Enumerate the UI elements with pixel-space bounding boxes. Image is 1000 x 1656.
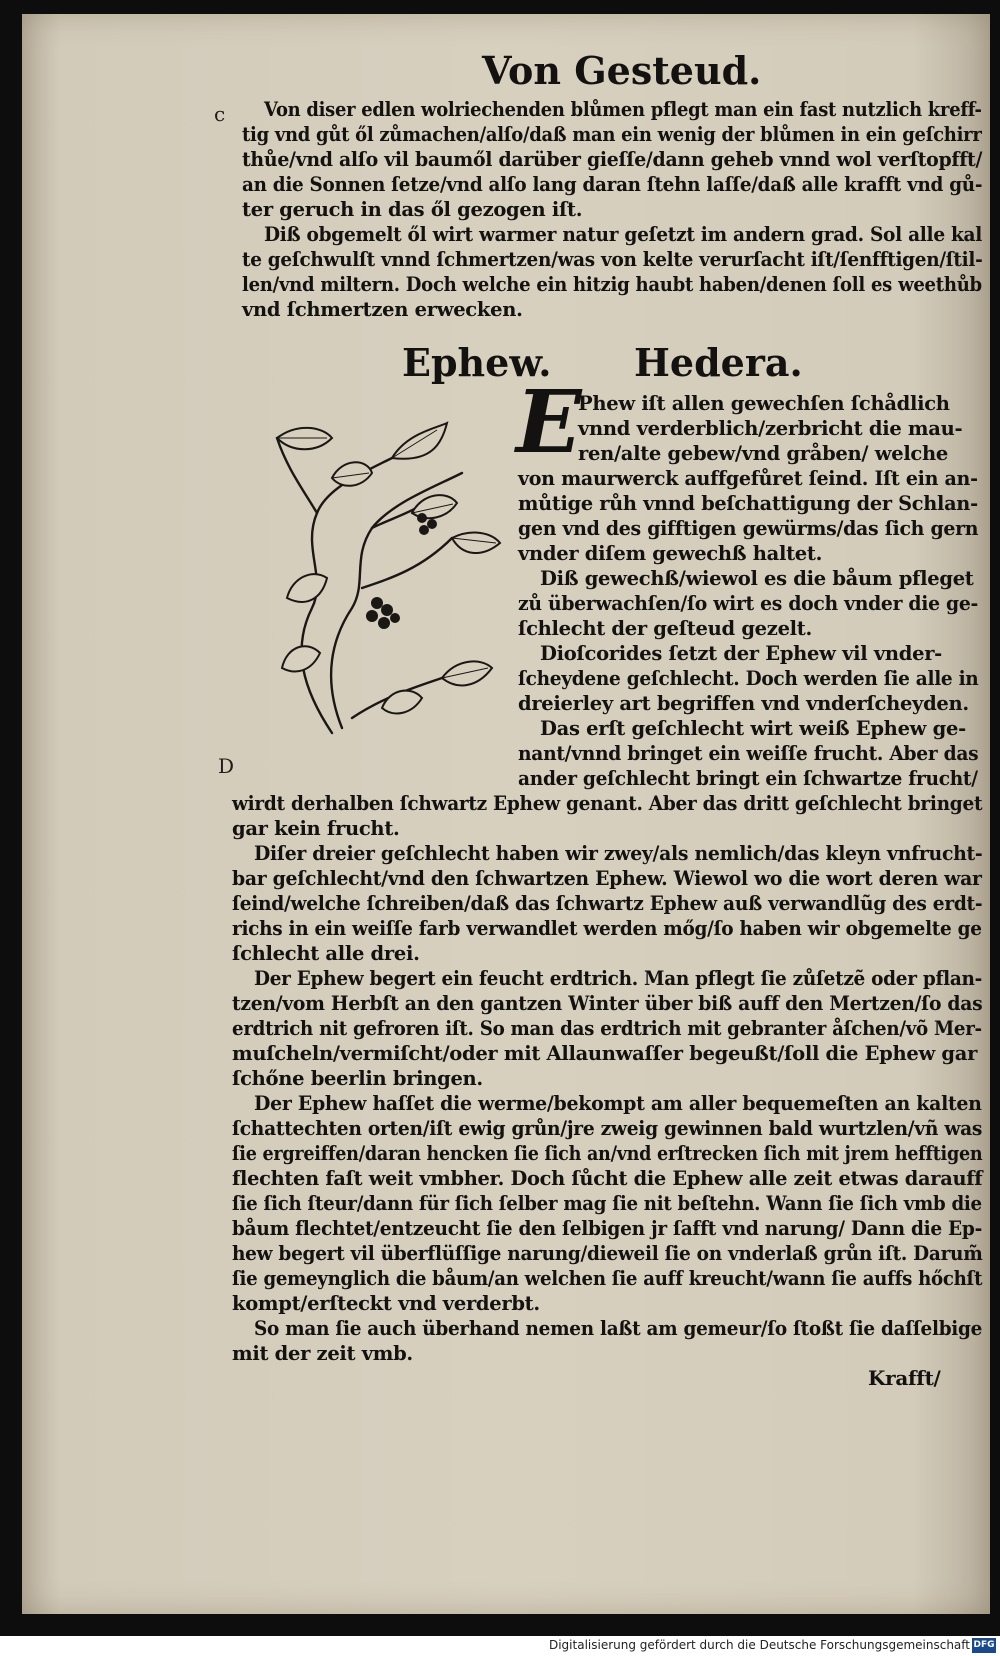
text-line: ſcheydene geſchlecht. Doch werden ſie alle in [518,667,979,690]
text-line: von maurwerck auffgefůret ſeind. Iſt ein an- [518,467,978,490]
text-line: an die Sonnen ſetze/vnd alſo lang daran ſtehn laſſe/daß alle krafft vnd gů- [242,173,983,196]
text-line: dreierley art begriffen vnd vnderſcheyden. [518,692,969,715]
text-line: ſie gemeynglich die båum/an welchen ſie auff kreucht/wann ſie auffs hőchſt [232,1267,983,1290]
top-text-block [242,98,982,328]
ivy-berry [371,597,383,609]
text-line: muſcheln/vermiſcht/oder mit Allaunwaſſer begeußt/ſoll die Ephew gar [232,1042,978,1065]
text-line: erdtrich nit gefroren iſt. So man das erdtrich mit gebranter åſchen/võ Mer- [232,1017,982,1040]
text-line: ren/alte gebew/vnd gråben/ welche [578,442,948,465]
text-line: nant/vnnd bringet ein weiſſe frucht. Aber das [518,742,979,765]
text-line: gar kein frucht. [232,817,400,840]
ivy-leaf [332,462,372,485]
text-line: flechten faſt weit vmbher. Doch ſůcht die Ephew alle zeit etwas darauff [232,1167,983,1190]
ivy-berry [378,617,390,629]
text-line: Von diser edlen wolriechenden blůmen pflegt man ein fast nutzlich kreff- [264,98,982,121]
right-text-block [518,392,978,792]
running-head: Von Gesteud. [482,48,762,93]
ivy-stem [362,538,452,588]
text-line: So man ſie auch überhand nemen laßt am gemeur/ſo ſtoßt ſie daſſelbige [254,1317,983,1340]
text-line: gen vnd des gifftigen gewürms/das ſich gern [518,517,979,540]
text-line: vnd ſchmertzen erwecken. [242,298,523,321]
text-line: thůe/vnd alſo vil baumől darüber gieſſe/dann geheb vnnd wol verſtopfft/ [242,148,983,171]
text-line: ſie ergreiffen/daran hencken ſie ſich an/vnd erſtrecken ſich mit jrem hefftigen [232,1142,983,1165]
ivy-berry [390,613,400,623]
text-line: bar geſchlecht/vnd den ſchwartzen Ephew. Wiewol wo die wort deren war [232,867,982,890]
ivy-berry [419,525,429,535]
text-line: Das erſt geſchlecht wirt weiß Ephew ge- [540,717,966,740]
text-line: te geſchwulſt vnnd ſchmertzen/was von kelte verurſacht iſt/ſenfftigen/ſtil- [242,248,983,271]
ivy-leaf [277,428,332,449]
ivy-berry [427,519,437,529]
ivy-berry [366,610,378,622]
margin-letter-d: D [218,754,235,778]
ivy-berry [417,513,427,523]
text-line: Der Ephew begert ein feucht erdtrich. Man pflegt ſie zůſetzẽ oder pflan- [254,967,983,990]
text-line: ſchlecht der geſteud gezelt. [518,617,812,640]
dfg-logo: DFG [972,1638,996,1653]
text-line: vnnd verderblich/zerbricht die mau- [578,417,963,440]
heading-ephew: Ephew. [402,340,552,385]
text-line: båum flechtet/entzeucht ſie den ſelbigen jr ſafft vnd narung/ Dann die Ep- [232,1217,982,1240]
text-line: ſie ſich ſteur/dann für ſich ſelber mag ſie nit beſtehn. Wann ſie ſich vmb die [232,1192,982,1215]
text-line: hew begert vil überflüſſige narung/dieweil ſie on vnderlaß grůn iſt. Darum̃ [232,1242,983,1265]
decorated-initial: E [516,372,582,473]
text-line: ander geſchlecht bringt ein ſchwartze frucht/ [518,767,978,790]
text-line: mit der zeit vmb. [232,1342,413,1365]
ivy-leaf [287,574,327,602]
footer-bar [0,1636,1000,1656]
text-line: tig vnd gůt ől zůmachen/alſo/daß man ein wenig der blůmen in ein geſchirr [242,123,982,146]
text-line: zů überwachſen/ſo wirt es doch vnder die ge- [518,592,978,615]
leaf-veins [277,430,496,678]
text-line: Dioſcorides ſetzt der Ephew vil vnder- [540,642,942,665]
text-line: wirdt derhalben ſchwartz Ephew genant. Aber das dritt geſchlecht bringet [232,792,983,815]
text-line: ſchlecht alle drei. [232,942,420,965]
footer-credit: Digitalisierung gefördert durch die Deutsche Forschungsgemeinschaft [548,1638,970,1652]
text-line: richs in ein weiſſe farb verwandlet werden mőg/ſo haben wir obgemelte ge [232,917,982,940]
text-line: ter geruch in das ől gezogen iſt. [242,198,583,221]
ivy-leaf [442,661,492,685]
text-line: ſeind/welche ſchreiben/daß das ſchwartz Ephew auß verwandlũg des erdt- [232,892,983,915]
text-line: len/vnd miltern. Doch welche ein hitzig haubt haben/denen ſoll es weethůb [242,273,982,296]
ivy-woodcut-illustration [272,418,502,738]
text-line: ſchattechten orten/iſt ewig grůn/jre zweig gewinnen bald wurtzlen/vñ was [232,1117,983,1140]
text-line: Diſer dreier geſchlecht haben wir zwey/als nemlich/das kleyn vnfrucht- [254,842,983,865]
text-line: kompt/erſteckt vnd verderbt. [232,1292,540,1315]
text-line: můtige růh vnnd beſchattigung der Schlan- [518,492,978,515]
text-line: Der Ephew haſſet die werme/bekompt am aller bequemeſten an kalten [254,1092,982,1115]
text-line: Diß gewechß/wiewol es die båum pfleget [540,567,974,590]
catchword-text: Krafft/ [868,1366,941,1390]
text-line: vnder diſem gewechß haltet. [518,542,823,565]
text-line: tzen/vom Herbſt an den gantzen Winter über biß auff den Mertzen/ſo das [232,992,983,1015]
ivy-leaf [282,646,320,671]
book-page [22,14,990,1614]
bottom-text-block [232,792,982,1392]
text-line: Diß obgemelt ől wirt warmer natur geſetzt im andern grad. Sol alle kal [264,223,983,246]
text-line: ſchőne beerlin bringen. [232,1067,483,1090]
margin-letter-c: c [214,102,226,126]
ivy-leaf [382,691,422,714]
ivy-berry [381,604,393,616]
heading-hedera: Hedera. [634,340,803,385]
text-line: Phew iſt allen gewechſen ſchådlich [578,392,950,415]
